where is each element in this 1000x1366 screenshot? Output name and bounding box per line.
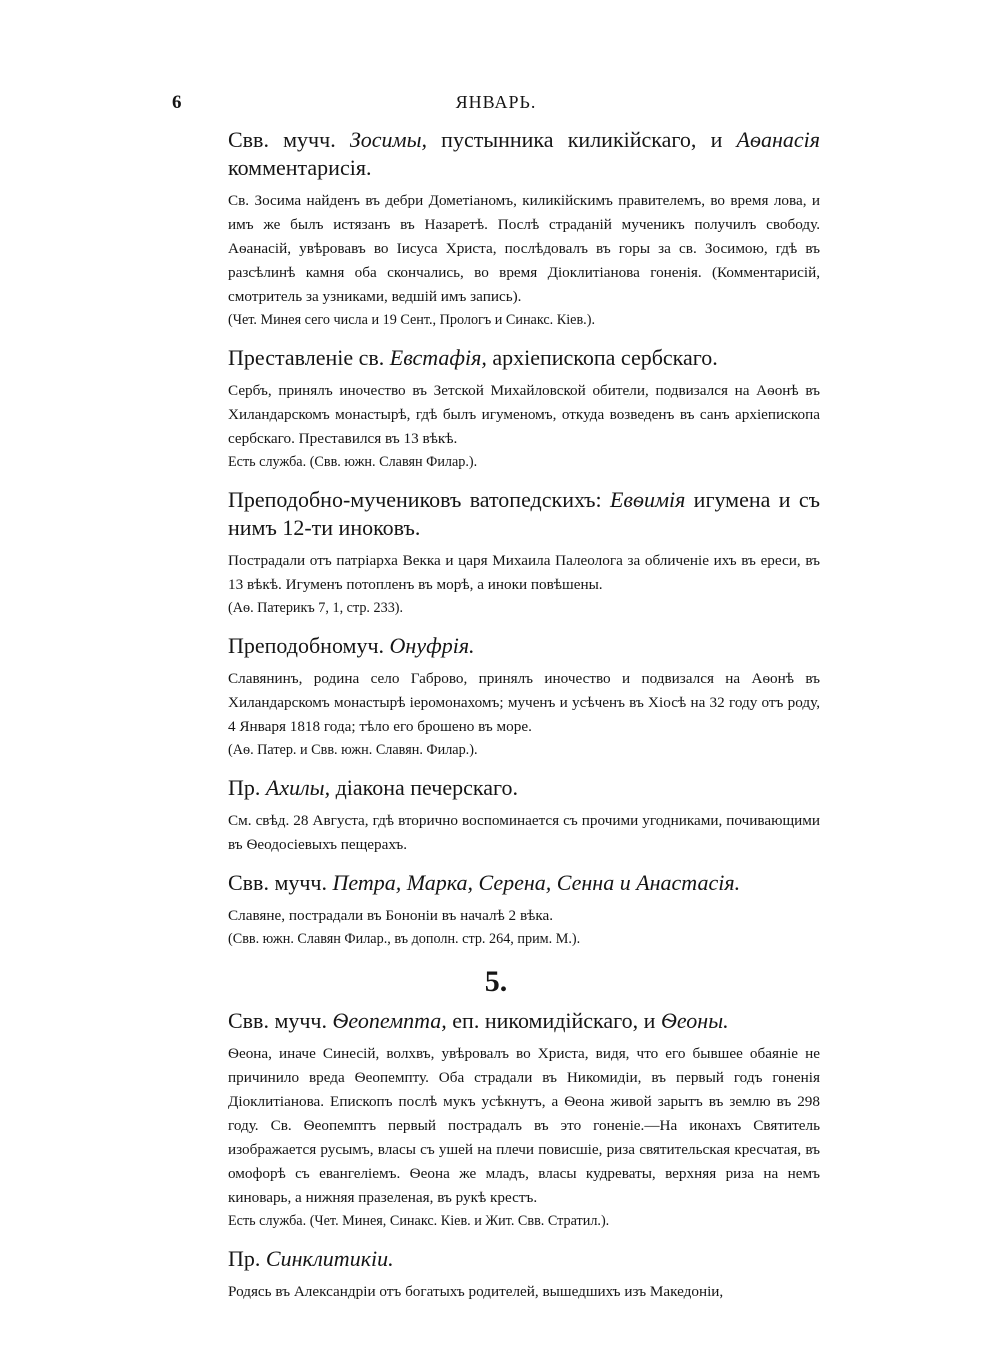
entry-body: См. свѣд. 28 Августа, гдѣ вторично воспоминается съ прочими угодниками, почивающими въ Ѳеодосіевыхъ пещерахъ. bbox=[228, 812, 820, 853]
entry-heading bbox=[172, 126, 820, 182]
saint-name: Ѳеопемпта, bbox=[332, 1008, 447, 1033]
entry-heading bbox=[172, 774, 820, 802]
heading-prefix: Преставленіе св. bbox=[228, 345, 390, 370]
heading-prefix: Свв. мучч. bbox=[228, 1008, 333, 1033]
entry-source: Есть служба. (Чет. Минея, Синакс. Кіев. и Жит. Свв. Стратил.). bbox=[228, 1213, 610, 1229]
entry-feopempt bbox=[172, 1007, 820, 1233]
entry-body: Ѳеона, иначе Синесій, волхвъ, увѣровалъ во Христа, видя, что его бывшее обаяніе не причинило вреда Ѳеопемпту. Оба страдали въ Никомидіи, въ первый годъ гоненія Діоклитіанова. Епископъ послѣ мукъ усѣкнутъ, а Ѳеона живой зарытъ въ землю въ 298 году. Св. Ѳеопемптъ первый пострадалъ въ это гоненіе.—На иконахъ Святитель изображается русымъ, власы съ ушей на плечи повисшіе, риза святительская кресчатая, въ омофорѣ съ евангеліемъ. Ѳеона же младъ, власы кудреваты, верхняя риза на немъ киноварь, а нижняя празеленая, въ рукѣ крестъ. bbox=[228, 1045, 820, 1206]
saint-name: Синклитикіи. bbox=[265, 1246, 394, 1271]
heading-prefix: Свв. мучч. bbox=[228, 870, 333, 895]
entry-body: Пострадали отъ патріарха Векка и царя Михаила Палеолога за обличеніе ихъ въ ереси, въ 13 вѣкѣ. Игуменъ потопленъ въ морѣ, а иноки повѣшены. bbox=[228, 552, 820, 593]
heading-mid: еп. никомидійскаго, и bbox=[446, 1008, 661, 1033]
entry-heading bbox=[172, 869, 820, 897]
heading-prefix: Пр. bbox=[228, 775, 266, 800]
entry-source: (Чет. Минея сего числа и 19 Сент., Прологъ и Синакс. Кіев.). bbox=[228, 312, 595, 328]
entry-evstafiy bbox=[172, 344, 820, 474]
entry-evfimiy bbox=[172, 486, 820, 620]
entry-source: (Аѳ. Патер. и Свв. южн. Славян. Филар.). bbox=[228, 742, 478, 758]
entry-heading bbox=[172, 344, 820, 372]
heading-prefix: Преподобно-мучениковъ ватопедскихъ: bbox=[228, 487, 610, 512]
entry-source: (Свв. южн. Славян Филар., въ дополн. стр. 264, прим. М.). bbox=[228, 931, 581, 947]
saint-name: Ѳеоны. bbox=[660, 1008, 729, 1033]
entry-bononia-martyrs bbox=[172, 869, 820, 951]
heading-suffix: комментарисія. bbox=[228, 155, 372, 180]
saint-name: Ахилы, bbox=[265, 775, 331, 800]
entry-heading bbox=[172, 632, 820, 660]
heading-prefix: Пр. bbox=[228, 1246, 266, 1271]
entry-source: Есть служба. (Свв. южн. Славян Филар.). bbox=[228, 454, 478, 470]
page-number: 6 bbox=[172, 92, 182, 113]
heading-suffix: архіепископа сербскаго. bbox=[486, 345, 718, 370]
saint-name: Евѳимія bbox=[609, 487, 686, 512]
entry-source: (Аѳ. Патерикъ 7, 1, стр. 233). bbox=[228, 600, 404, 616]
saint-name: Евстафія, bbox=[389, 345, 487, 370]
entry-akhila bbox=[172, 774, 820, 857]
day-number: 5. bbox=[484, 965, 508, 998]
running-head bbox=[172, 92, 820, 126]
saint-name: Онуфрія. bbox=[389, 633, 475, 658]
entry-heading bbox=[172, 1007, 820, 1035]
entry-body: Родясь въ Александріи отъ богатыхъ родителей, вышедшихъ изъ Македоніи, bbox=[228, 1283, 724, 1300]
saint-name: Петра, Марка, Серена, Сенна и Анастасія. bbox=[332, 870, 741, 895]
page-title: ЯНВАРЬ. bbox=[455, 92, 537, 112]
entry-heading bbox=[172, 1245, 820, 1273]
saint-name: Зосимы, bbox=[349, 127, 427, 152]
entry-body: Св. Зосима найденъ въ дебри Дометіаномъ, киликійскимъ правителемъ, во время лова, и имъ же былъ истязанъ въ Назаретѣ. Послѣ страданій мученикъ получилъ свободу. Аѳанасій, увѣровавъ во Іисуса Христа, послѣдовалъ въ горы за св. Зосимою, гдѣ въ разсѣлинѣ камня оба скончались, во время Діоклитіанова гоненія. (Комментарисій, смотритель за узниками, ведшій имъ запись). bbox=[228, 192, 820, 305]
heading-suffix: діакона печерскаго. bbox=[330, 775, 518, 800]
entry-onufriy bbox=[172, 632, 820, 762]
heading-mid: пустынника киликійскаго, и bbox=[426, 127, 737, 152]
entry-body: Славяне, пострадали въ Бононіи въ началѣ 2 вѣка. bbox=[228, 907, 554, 924]
heading-suffix: игумена и съ нимъ 12-ти иноковъ. bbox=[228, 487, 820, 540]
heading-prefix: Преподобномуч. bbox=[228, 633, 390, 658]
page bbox=[172, 92, 820, 1304]
entry-body: Сербъ, принялъ иночество въ Зетской Михайловской обители, подвизался на Аѳонѣ въ Хиландарскомъ монастырѣ, гдѣ былъ игуменомъ, откуда возведенъ въ санъ архіепископа сербскаго. Преставился въ 13 вѣкѣ. bbox=[228, 382, 820, 447]
entry-body: Славянинъ, родина село Габрово, принялъ иночество и подвизался на Аѳонѣ въ Хиландарскомъ монастырѣ іеромонахомъ; мученъ и усѣченъ въ Хіосѣ на 32 году отъ роду, 4 Января 1818 года; тѣло его брошено въ море. bbox=[228, 670, 820, 735]
entry-zosima bbox=[172, 126, 820, 332]
heading-prefix: Свв. мучч. bbox=[228, 127, 350, 152]
saint-name: Аѳанасія bbox=[736, 127, 820, 152]
entry-heading bbox=[172, 486, 820, 542]
entry-sinklitikia bbox=[172, 1245, 820, 1304]
